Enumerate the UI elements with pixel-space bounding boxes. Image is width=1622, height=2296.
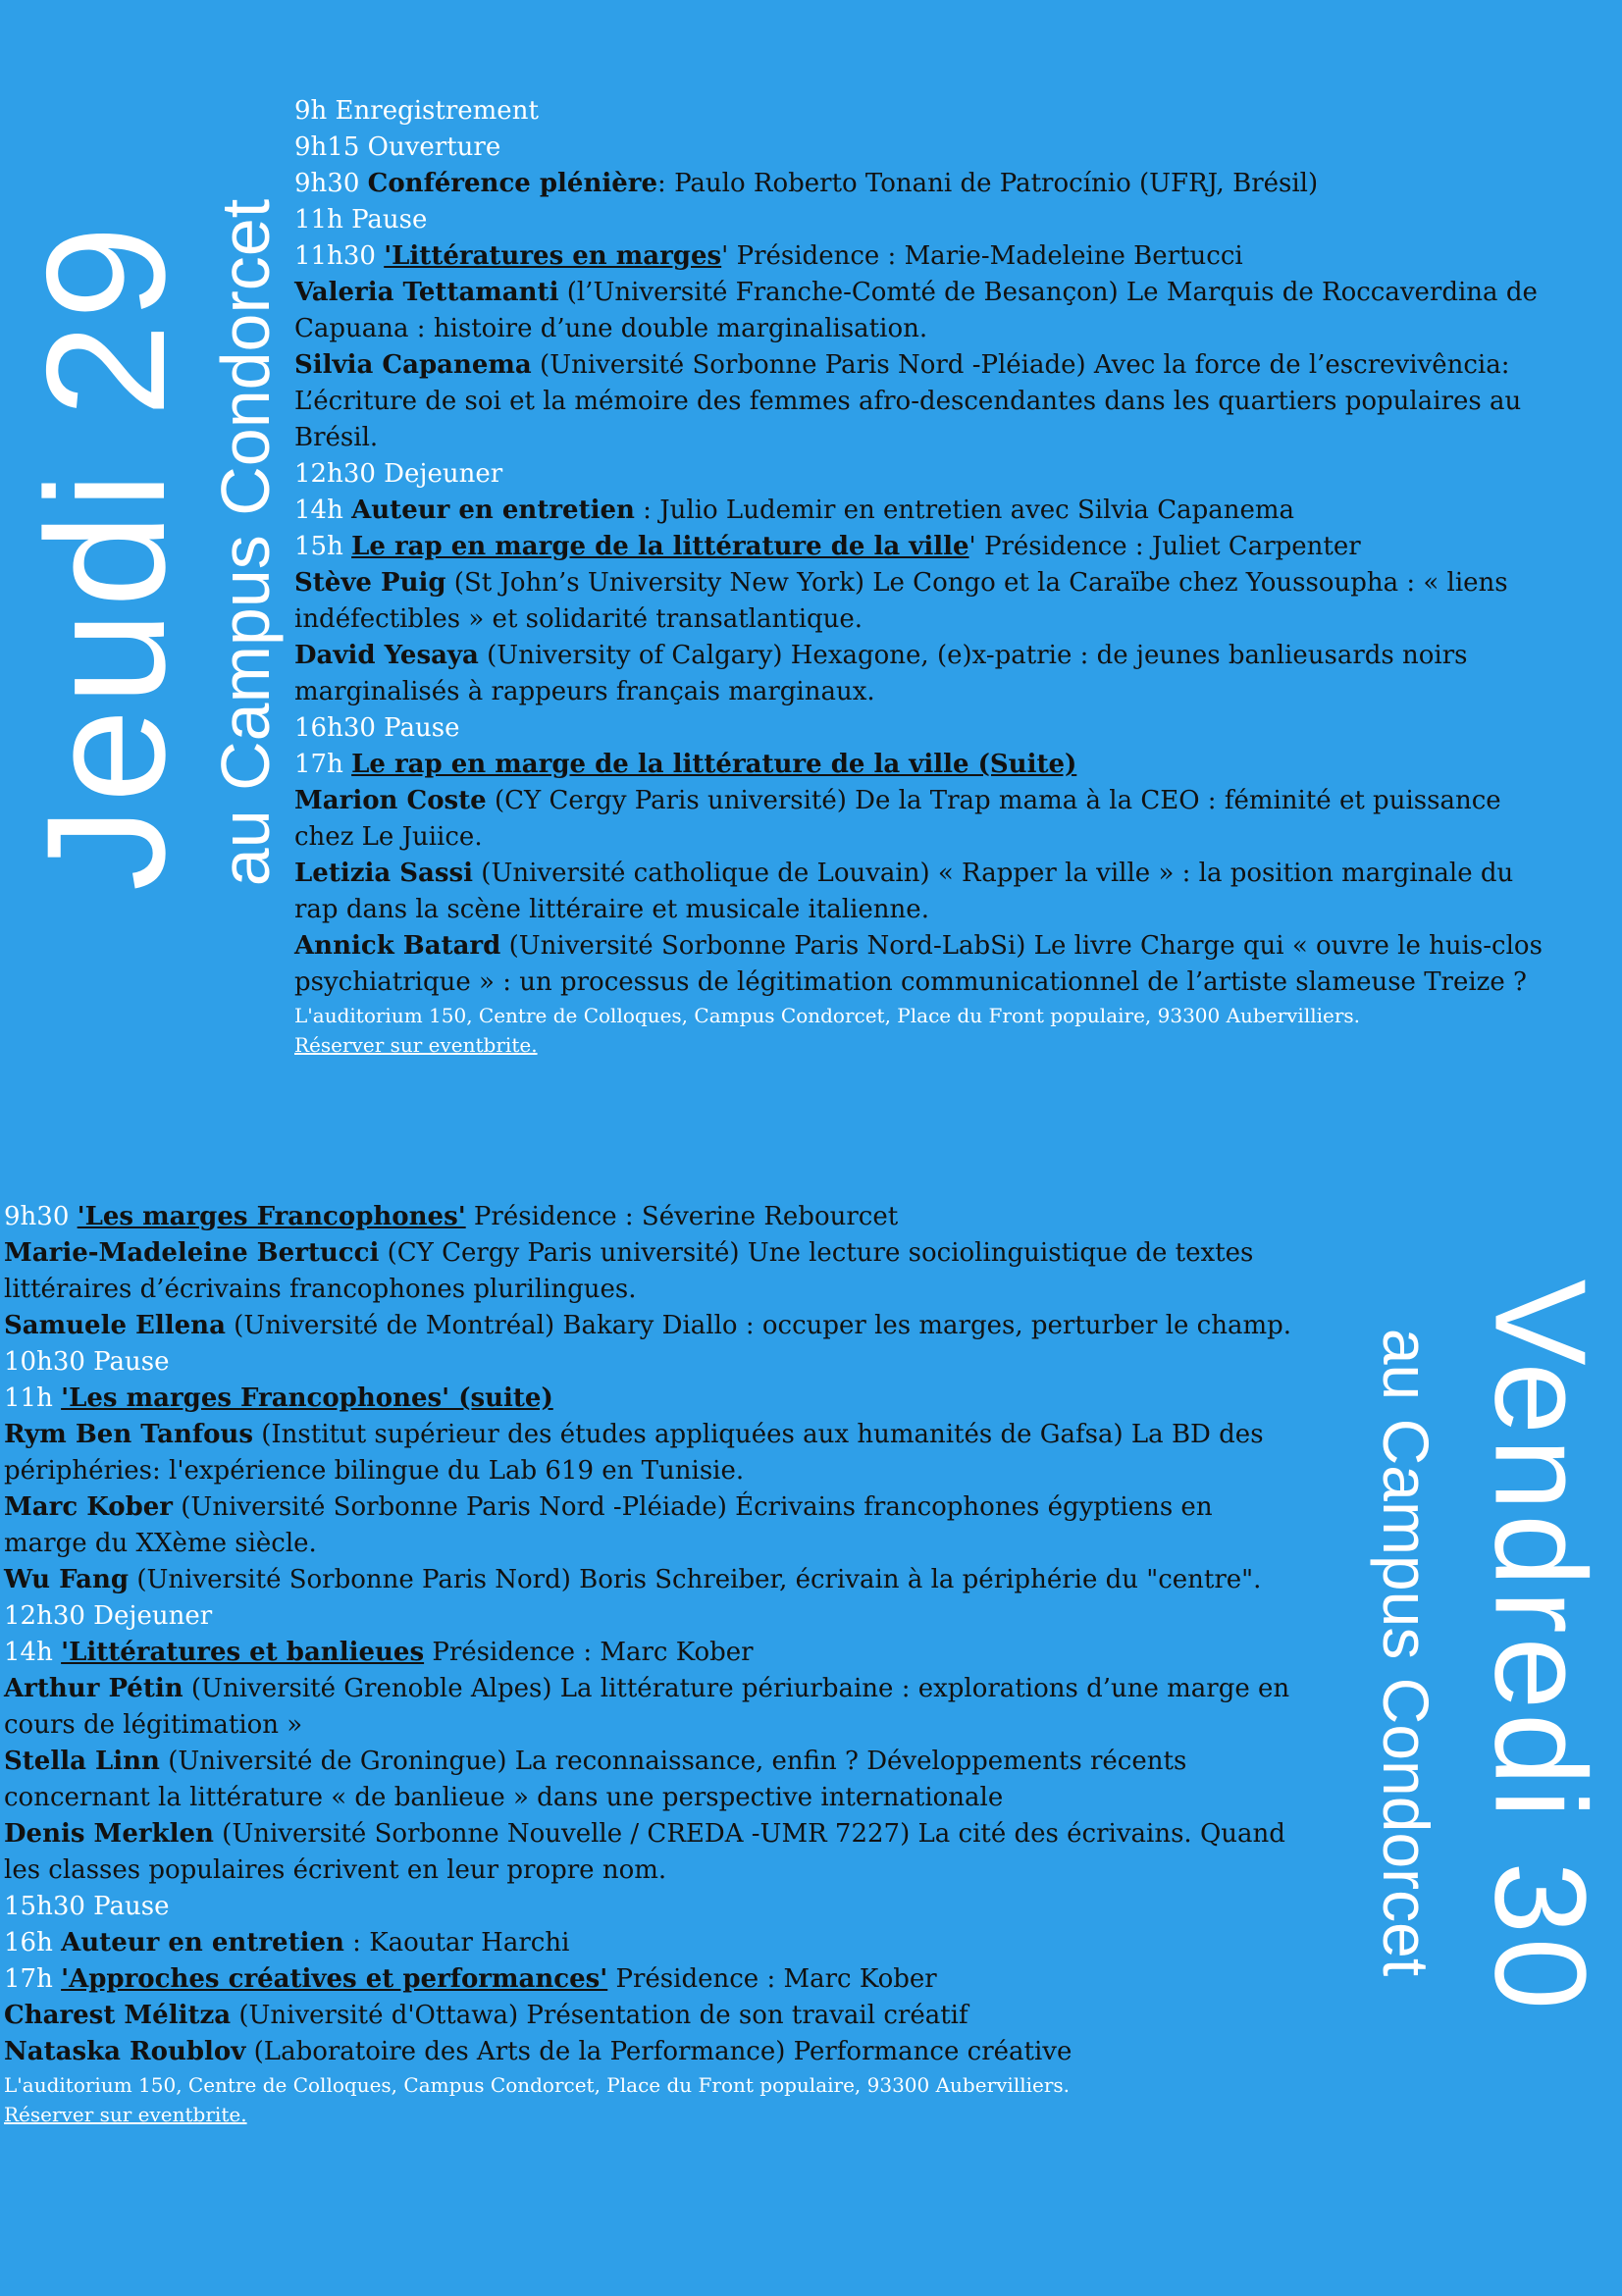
day2-title-text: Vendredi 30 [1468, 1278, 1613, 2014]
line-text: (Université Sorbonne Paris Nord -Pléiade) Écrivains francophones égyptiens en [173, 1492, 1213, 1522]
day1-address: L'auditorium 150, Centre de Colloques, Campus Condorcet, Place du Front populaire, 93300 Aubervilliers. [294, 1004, 1361, 1027]
line-text: littéraires d’écrivains francophones plurilingues. [4, 1275, 637, 1304]
line-text: Présidence : Séverine Rebourcet [465, 1202, 899, 1231]
program-line [294, 819, 1622, 856]
program-line [4, 1889, 1373, 1925]
speaker-name: Denis Merklen [4, 1819, 214, 1849]
session-title: 'Littératures et banlieues [61, 1638, 425, 1667]
line-text: (CY Cergy Paris université) Une lecture sociolinguistique de textes [379, 1238, 1254, 1268]
program-line [4, 1598, 1373, 1635]
session-title: 'Approches créatives et performances' [61, 1964, 608, 1994]
line-text: (Université catholique de Louvain) « Rapper la ville » : la position marginale du [473, 859, 1514, 888]
line-text: psychiatrique » : un processus de légitimation communicationnel de l’artiste slameuse Treize ? [294, 967, 1527, 997]
time-label: 14h [4, 1638, 53, 1667]
time-label: 15h [294, 532, 343, 561]
line-text: les classes populaires écrivent en leur propre nom. [4, 1855, 667, 1885]
program-line [294, 202, 1622, 238]
program-line [4, 1526, 1373, 1562]
speaker-name: Annick Batard [294, 931, 501, 961]
program-line [294, 965, 1622, 1001]
session-title: 'Littératures en marges [384, 241, 722, 271]
day1-program [294, 93, 1622, 1060]
program-line [4, 1961, 1373, 1998]
program-line [4, 1417, 1373, 1453]
line-text: chez Le Juiice. [294, 822, 483, 852]
line-text: ' Présidence : Marie-Madeleine Bertucci [721, 241, 1243, 271]
program-line [294, 166, 1622, 202]
program-line [294, 456, 1622, 493]
day1-lines [294, 93, 1622, 1001]
line-text: (St John’s University New York) Le Congo et la Caraïbe chez Youssoupha : « liens [445, 568, 1508, 598]
program-line [4, 2034, 1373, 2070]
program-line [294, 275, 1622, 311]
program-line [294, 747, 1622, 783]
line-text: (Université de Groningue) La reconnaissance, enfin ? Développements récents [159, 1747, 1187, 1776]
line-text: (Institut supérieur des études appliquées aux humanités de Gafsa) La BD des [252, 1420, 1264, 1449]
program-line [4, 1453, 1373, 1489]
program-line [4, 1671, 1373, 1707]
speaker-name: Nataska Roublov [4, 2037, 246, 2066]
program-line [4, 1998, 1373, 2034]
line-text: (CY Cergy Paris université) De la Trap mama à la CEO : féminité et puissance [486, 786, 1501, 815]
day2-program [4, 1199, 1373, 2129]
program-line [4, 1925, 1373, 1961]
time-label: 17h [4, 1964, 53, 1994]
speaker-name: Marion Coste [294, 786, 487, 815]
line-text: (Université Sorbonne Paris Nord-LabSi) Le livre Charge qui « ouvre le huis-clos [500, 931, 1543, 961]
program-line [4, 1780, 1373, 1816]
speaker-name: Silvia Capanema [294, 350, 532, 380]
program-line [294, 565, 1622, 601]
line-text: rap dans la scène littéraire et musicale italienne. [294, 895, 929, 924]
program-line [4, 1272, 1373, 1308]
program-line [294, 238, 1622, 275]
day1-reserve-link[interactable]: Réserver sur eventbrite. [294, 1033, 538, 1057]
program-line [4, 1562, 1373, 1598]
day1-title [0, 199, 212, 913]
program-line [294, 674, 1622, 710]
line-text: périphéries: l'expérience bilingue du Lab 619 en Tunisie. [4, 1456, 745, 1486]
session-title: 'Les marges Francophones' (suite) [61, 1383, 553, 1413]
program-line [4, 1235, 1373, 1272]
speaker-name: Rym Ben Tanfous [4, 1420, 253, 1449]
program-line [294, 638, 1622, 674]
time-label: 10h30 Pause [4, 1347, 170, 1377]
line-text: L’écriture de soi et la mémoire des femmes afro-descendantes dans les quartiers populaires au [294, 387, 1522, 416]
session-title: Le rap en marge de la littérature de la ville [351, 532, 969, 561]
time-label: 11h [4, 1383, 53, 1413]
speaker-name: Marc Kober [4, 1492, 173, 1522]
speaker-name: Valeria Tettamanti [294, 278, 559, 307]
day1-title-text: Jeudi 29 [12, 221, 200, 891]
line-text: (Université Grenoble Alpes) La littérature périurbaine : explorations d’une marge en [183, 1674, 1290, 1703]
time-label: 9h15 Ouverture [294, 132, 501, 162]
speaker-name: Marie-Madeleine Bertucci [4, 1238, 380, 1268]
program-line [294, 93, 1622, 130]
day2-reserve-link[interactable]: Réserver sur eventbrite. [4, 2103, 247, 2126]
time-label: 12h30 Dejeuner [4, 1601, 213, 1631]
program-line [4, 1489, 1373, 1526]
day2-title [1459, 1205, 1622, 2088]
time-label: 17h [294, 750, 343, 779]
program-line [4, 1744, 1373, 1780]
program-line [294, 601, 1622, 638]
program-line [4, 1344, 1373, 1381]
program-line [294, 856, 1622, 892]
line-text: marginalisés à rappeurs français marginaux. [294, 677, 875, 706]
session-title: Le rap en marge de la littérature de la ville (Suite) [351, 750, 1077, 779]
line-text: : Kaoutar Harchi [343, 1928, 570, 1957]
line-text: (University of Calgary) Hexagone, (e)x-patrie : de jeunes banlieusards noirs [478, 641, 1468, 670]
line-text: (Université de Montréal) Bakary Diallo : occuper les marges, perturber le champ. [225, 1311, 1292, 1340]
time-label: 9h30 [294, 169, 360, 198]
line-text: ' Présidence : Juliet Carpenter [968, 532, 1361, 561]
program-line [4, 1199, 1373, 1235]
day2-address: L'auditorium 150, Centre de Colloques, Campus Condorcet, Place du Front populaire, 93300 Aubervilliers. [4, 2073, 1071, 2097]
session-title: 'Les marges Francophones' [77, 1202, 466, 1231]
line-text: (Université Sorbonne Paris Nord) Boris Schreiber, écrivain à la périphérie du "centre". [129, 1565, 1262, 1594]
line-text: cours de légitimation » [4, 1710, 303, 1740]
line-text: (Université Sorbonne Nouvelle / CREDA -UMR 7227) La cité des écrivains. Quand [213, 1819, 1285, 1849]
day1-subtitle-text: au Campus Condorcet [207, 198, 284, 886]
time-label: 11h30 [294, 241, 376, 271]
program-line [4, 1816, 1373, 1852]
speaker-name: Stella Linn [4, 1747, 160, 1776]
program-line [294, 928, 1622, 965]
program-line [4, 1707, 1373, 1744]
speaker-name: Stève Puig [294, 568, 446, 598]
line-text: Présidence : Marc Kober [424, 1638, 754, 1667]
program-line [294, 130, 1622, 166]
line-text: indéfectibles » et solidarité transatlantique. [294, 604, 863, 634]
line-text: Présidence : Marc Kober [607, 1964, 937, 1994]
line-text: : Julio Ludemir en entretien avec Silvia Capanema [634, 496, 1295, 525]
speaker-name: David Yesaya [294, 641, 479, 670]
time-label: 11h Pause [294, 205, 428, 235]
line-text: (l’Université Franche-Comté de Besançon) Le Marquis de Roccaverdina de [558, 278, 1538, 307]
speaker-name: Charest Mélitza [4, 2001, 232, 2030]
time-label: 16h [4, 1928, 53, 1957]
program-line [4, 1635, 1373, 1671]
line-text: (Université d'Ottawa) Présentation de son travail créatif [231, 2001, 968, 2030]
line-text: : Paulo Roberto Tonani de Patrocínio (UFRJ, Brésil) [657, 169, 1319, 198]
time-label: 14h [294, 496, 343, 525]
line-text: Capuana : histoire d’une double marginalisation. [294, 314, 928, 343]
speaker-name: Samuele Ellena [4, 1311, 226, 1340]
speaker-name: Letizia Sassi [294, 859, 474, 888]
line-text: (Laboratoire des Arts de la Performance) Performance créative [245, 2037, 1073, 2066]
day2-lines [4, 1199, 1373, 2070]
time-label: 16h30 Pause [294, 713, 460, 743]
time-label: 15h30 Pause [4, 1892, 170, 1921]
program-line [4, 1308, 1373, 1344]
program-line [294, 529, 1622, 565]
line-text: (Université Sorbonne Paris Nord -Pléiade) Avec la force de l’escrevivência: [531, 350, 1510, 380]
speaker-name: Auteur en entretien [61, 1928, 344, 1957]
program-line [294, 493, 1622, 529]
time-label: 9h Enregistrement [294, 96, 539, 126]
time-label: 9h30 [4, 1202, 70, 1231]
day2-subtitle-text: au Campus Condorcet [1370, 1328, 1442, 1977]
program-line [294, 384, 1622, 420]
line-text: concernant la littérature « de banlieue » dans une perspective internationale [4, 1783, 1004, 1812]
speaker-name: Conférence plénière [367, 169, 658, 198]
time-label: 12h30 Dejeuner [294, 459, 503, 489]
program-line [294, 347, 1622, 384]
program-line [294, 420, 1622, 456]
line-text: Brésil. [294, 423, 379, 452]
program-line [4, 1381, 1373, 1417]
speaker-name: Wu Fang [4, 1565, 130, 1594]
line-text: marge du XXème siècle. [4, 1529, 317, 1558]
program-line [294, 710, 1622, 747]
day1-subtitle [196, 94, 294, 990]
program-line [294, 311, 1622, 347]
program-line [4, 1852, 1373, 1889]
program-line [294, 783, 1622, 819]
program-line [294, 892, 1622, 928]
speaker-name: Auteur en entretien [351, 496, 635, 525]
speaker-name: Arthur Pétin [4, 1674, 183, 1703]
